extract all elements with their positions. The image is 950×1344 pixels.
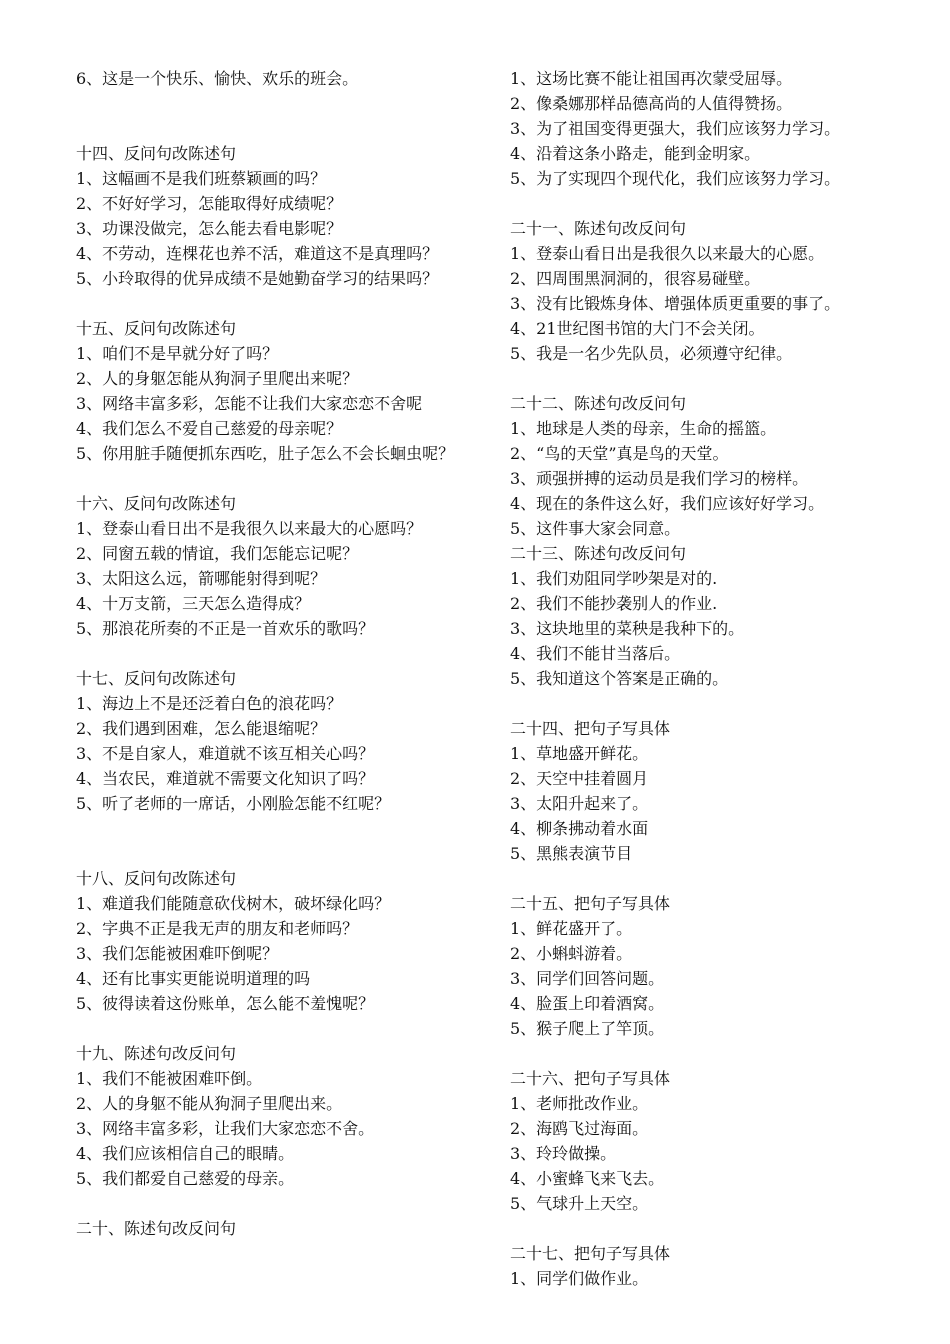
exercise-sentence: 5、彼得读着这份账单，怎么能不羞愧呢？ (76, 994, 375, 1013)
exercise-sentence: 3、这块地里的菜秧是我种下的。 (510, 619, 745, 638)
exercise-sentence: 2、不好好学习，怎能取得好成绩呢？ (76, 194, 343, 213)
exercise-section (510, 1066, 935, 1216)
exercise-section (76, 1216, 486, 1241)
section-heading: 十六、反问句改陈述句 (76, 494, 237, 513)
exercise-sentence: 4、还有比事实更能说明道理的吗 (76, 969, 311, 988)
exercise-sentence: 5、你用脏手随便抓东西吃，肚子怎么不会长蛔虫呢？ (76, 444, 455, 463)
exercise-sentence: 3、玲玲做操。 (510, 1144, 617, 1163)
exercise-sentence: 1、草地盛开鲜花。 (510, 744, 649, 763)
exercise-section (76, 316, 486, 466)
exercise-sentence: 6、这是一个快乐、愉快、欢乐的班会。 (76, 69, 359, 88)
exercise-sentence: 5、黑熊表演节目 (510, 844, 633, 863)
exercise-sentence: 4、小蜜蜂飞来飞去。 (510, 1169, 665, 1188)
exercise-sentence: 5、为了实现四个现代化，我们应该努力学习。 (510, 169, 841, 188)
exercise-sentence: 1、登泰山看日出不是我很久以来最大的心愿吗？ (76, 519, 423, 538)
section-heading: 二十四、把句子写具体 (510, 719, 671, 738)
exercise-sentence: 5、我知道这个答案是正确的。 (510, 669, 729, 688)
exercise-sentence: 4、脸蛋上印着酒窝。 (510, 994, 665, 1013)
exercise-sentence: 2、小蝌蚪游着。 (510, 944, 633, 963)
exercise-section (76, 1041, 486, 1191)
exercise-section (510, 716, 935, 866)
exercise-sentence: 4、当农民，难道就不需要文化知识了吗？ (76, 769, 375, 788)
left-column (76, 66, 486, 1241)
exercise-sentence: 2、海鸥飞过海面。 (510, 1119, 649, 1138)
exercise-sentence: 4、我们怎么不爱自己慈爱的母亲呢？ (76, 419, 343, 438)
exercise-sentence: 4、我们应该相信自己的眼睛。 (76, 1144, 295, 1163)
exercise-sentence: 1、地球是人类的母亲，生命的摇篮。 (510, 419, 777, 438)
exercise-sentence: 5、猴子爬上了竿顶。 (510, 1019, 665, 1038)
exercise-sentence: 1、我们劝阻同学吵架是对的. (510, 569, 718, 588)
exercise-sentence: 2、天空中挂着圆月 (510, 769, 649, 788)
exercise-sentence: 4、十万支箭，三天怎么造得成？ (76, 594, 311, 613)
exercise-sentence: 1、难道我们能随意砍伐树木，破坏绿化吗？ (76, 894, 391, 913)
section-heading: 十八、反问句改陈述句 (76, 869, 237, 888)
exercise-sentence: 5、气球升上天空。 (510, 1194, 649, 1213)
section-heading: 二十七、把句子写具体 (510, 1244, 671, 1263)
exercise-sentence: 4、不劳动，连棵花也养不活，难道这不是真理吗？ (76, 244, 439, 263)
exercise-section (510, 541, 935, 691)
exercise-section (510, 216, 935, 366)
exercise-sentence: 5、听了老师的一席话，小刚脸怎能不红呢？ (76, 794, 391, 813)
section-heading: 二十二、陈述句改反问句 (510, 394, 687, 413)
exercise-section (76, 141, 486, 291)
right-column (510, 66, 935, 1291)
section-heading: 二十六、把句子写具体 (510, 1069, 671, 1088)
exercise-section (76, 666, 486, 816)
exercise-sentence: 4、现在的条件这么好，我们应该好好学习。 (510, 494, 825, 513)
exercise-sentence: 2、同窗五载的情谊，我们怎能忘记呢？ (76, 544, 359, 563)
exercise-sentence: 3、没有比锻炼身体、增强体质更重要的事了。 (510, 294, 841, 313)
section-heading: 二十三、陈述句改反问句 (510, 544, 687, 563)
exercise-sentence: 5、这件事大家会同意。 (510, 519, 681, 538)
exercise-sentence: 3、不是自家人，难道就不该互相关心吗？ (76, 744, 375, 763)
section-heading: 十四、反问句改陈述句 (76, 144, 237, 163)
exercise-section (510, 1241, 935, 1291)
exercise-sentence: 3、同学们回答问题。 (510, 969, 665, 988)
exercise-section (76, 66, 486, 91)
section-heading: 二十、陈述句改反问句 (76, 1219, 237, 1238)
exercise-sentence: 1、老师批改作业。 (510, 1094, 649, 1113)
section-heading: 十七、反问句改陈述句 (76, 669, 237, 688)
exercise-sentence: 3、太阳这么远，箭哪能射得到呢？ (76, 569, 327, 588)
exercise-sentence: 2、我们不能抄袭别人的作业. (510, 594, 718, 613)
exercise-sentence: 4、柳条拂动着水面 (510, 819, 649, 838)
exercise-sentence: 4、21世纪图书馆的大门不会关闭。 (510, 319, 765, 338)
exercise-sentence: 5、我是一名少先队员，必须遵守纪律。 (510, 344, 793, 363)
exercise-section (510, 66, 935, 191)
exercise-sentence: 1、同学们做作业。 (510, 1269, 649, 1288)
exercise-section (76, 491, 486, 641)
exercise-section (510, 391, 935, 541)
exercise-sentence: 1、我们不能被困难吓倒。 (76, 1069, 263, 1088)
section-heading: 二十五、把句子写具体 (510, 894, 671, 913)
exercise-sentence: 2、字典不正是我无声的朋友和老师吗？ (76, 919, 359, 938)
exercise-sentence: 2、“鸟的天堂”真是鸟的天堂。 (510, 444, 729, 463)
section-heading: 二十一、陈述句改反问句 (510, 219, 687, 238)
exercise-sentence: 3、功课没做完，怎么能去看电影呢？ (76, 219, 343, 238)
exercise-sentence: 4、沿着这条小路走，能到金明家。 (510, 144, 761, 163)
exercise-sentence: 2、四周围黑洞洞的，很容易碰壁。 (510, 269, 761, 288)
exercise-sentence: 3、网络丰富多彩，让我们大家恋恋不舍。 (76, 1119, 375, 1138)
exercise-sentence: 3、顽强拼搏的运动员是我们学习的榜样。 (510, 469, 809, 488)
section-heading: 十九、陈述句改反问句 (76, 1044, 237, 1063)
exercise-sentence: 2、人的身躯不能从狗洞子里爬出来。 (76, 1094, 343, 1113)
exercise-sentence: 5、我们都爱自己慈爱的母亲。 (76, 1169, 295, 1188)
exercise-sentence: 1、这幅画不是我们班蔡颖画的吗？ (76, 169, 327, 188)
exercise-section (510, 891, 935, 1041)
exercise-sentence: 5、小玲取得的优异成绩不是她勤奋学习的结果吗？ (76, 269, 439, 288)
exercise-sentence: 3、太阳升起来了。 (510, 794, 649, 813)
exercise-sentence: 1、海边上不是还泛着白色的浪花吗？ (76, 694, 343, 713)
exercise-sentence: 1、咱们不是早就分好了吗？ (76, 344, 279, 363)
exercise-sentence: 1、鲜花盛开了。 (510, 919, 633, 938)
exercise-sentence: 2、像桑娜那样品德高尚的人值得赞扬。 (510, 94, 793, 113)
exercise-section (76, 866, 486, 1016)
exercise-sentence: 3、我们怎能被困难吓倒呢？ (76, 944, 279, 963)
exercise-sentence: 3、网络丰富多彩，怎能不让我们大家恋恋不舍呢 (76, 394, 423, 413)
exercise-sentence: 5、那浪花所奏的不正是一首欢乐的歌吗？ (76, 619, 375, 638)
section-heading: 十五、反问句改陈述句 (76, 319, 237, 338)
exercise-sentence: 4、我们不能甘当落后。 (510, 644, 681, 663)
exercise-sentence: 3、为了祖国变得更强大，我们应该努力学习。 (510, 119, 841, 138)
exercise-sentence: 1、登泰山看日出是我很久以来最大的心愿。 (510, 244, 825, 263)
exercise-sentence: 2、我们遇到困难，怎么能退缩呢？ (76, 719, 327, 738)
exercise-sentence: 1、这场比赛不能让祖国再次蒙受屈辱。 (510, 69, 793, 88)
exercise-sentence: 2、人的身躯怎能从狗洞子里爬出来呢？ (76, 369, 359, 388)
